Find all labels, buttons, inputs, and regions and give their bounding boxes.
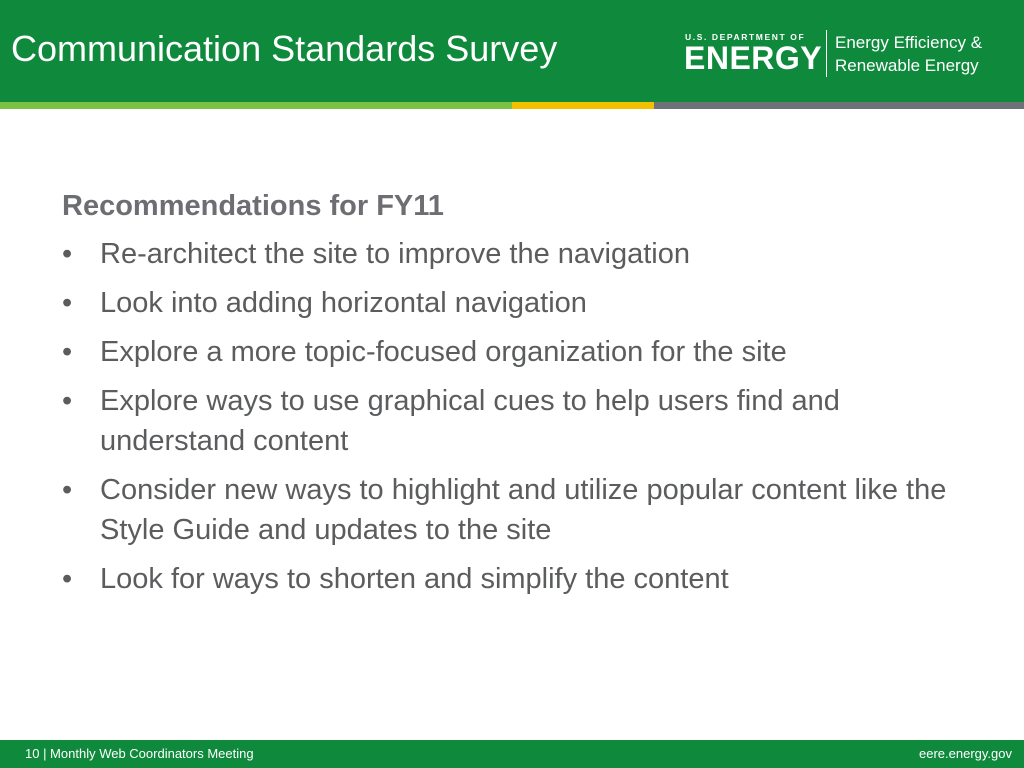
slide-title: Communication Standards Survey xyxy=(11,28,558,69)
bullet-icon: • xyxy=(62,238,73,270)
section-heading: Recommendations for FY11 xyxy=(62,190,444,222)
bullet-text: Explore a more topic-focused organization for the site xyxy=(100,336,787,368)
bullet-text: Explore ways to use graphical cues to help users find and understand content xyxy=(100,385,840,457)
accent-stripe-gray xyxy=(654,102,1024,109)
doe-eere-logo xyxy=(684,29,1014,79)
header-bar xyxy=(0,0,1024,102)
footer-bar xyxy=(0,740,1024,768)
logo-office-line1: Energy Efficiency & xyxy=(835,33,983,52)
bullet-icon: • xyxy=(62,287,73,319)
bullet-item xyxy=(62,470,962,550)
bullet-icon: • xyxy=(62,336,73,368)
bullet-text: Consider new ways to highlight and utilize popular content like the Style Guide and updates to the site xyxy=(100,474,947,546)
logo-divider xyxy=(826,30,827,77)
bullet-icon: • xyxy=(62,563,73,595)
bullet-item xyxy=(62,234,962,274)
accent-stripe-green xyxy=(0,102,512,109)
bullet-text: Look for ways to shorten and simplify the content xyxy=(100,563,729,595)
bullet-item xyxy=(62,283,962,323)
bullet-item xyxy=(62,381,962,461)
bullet-item xyxy=(62,559,962,599)
logo-department-text: U.S. DEPARTMENT OF xyxy=(685,32,806,42)
bullet-item xyxy=(62,332,962,372)
bullet-text: Re-architect the site to improve the navigation xyxy=(100,238,690,270)
slide-body xyxy=(62,186,962,608)
logo-agency-text: ENERGY xyxy=(684,40,823,76)
footer-website: eere.energy.gov xyxy=(919,746,1012,761)
logo-office-text xyxy=(835,31,982,77)
footer-slide-info: 10 | Monthly Web Coordinators Meeting xyxy=(25,746,254,761)
bullet-icon: • xyxy=(62,474,73,506)
bullet-list xyxy=(62,234,962,599)
bullet-icon: • xyxy=(62,385,73,417)
bullet-text: Look into adding horizontal navigation xyxy=(100,287,587,319)
logo-office-line2: Renewable Energy xyxy=(835,56,979,75)
accent-stripe-yellow xyxy=(512,102,654,109)
